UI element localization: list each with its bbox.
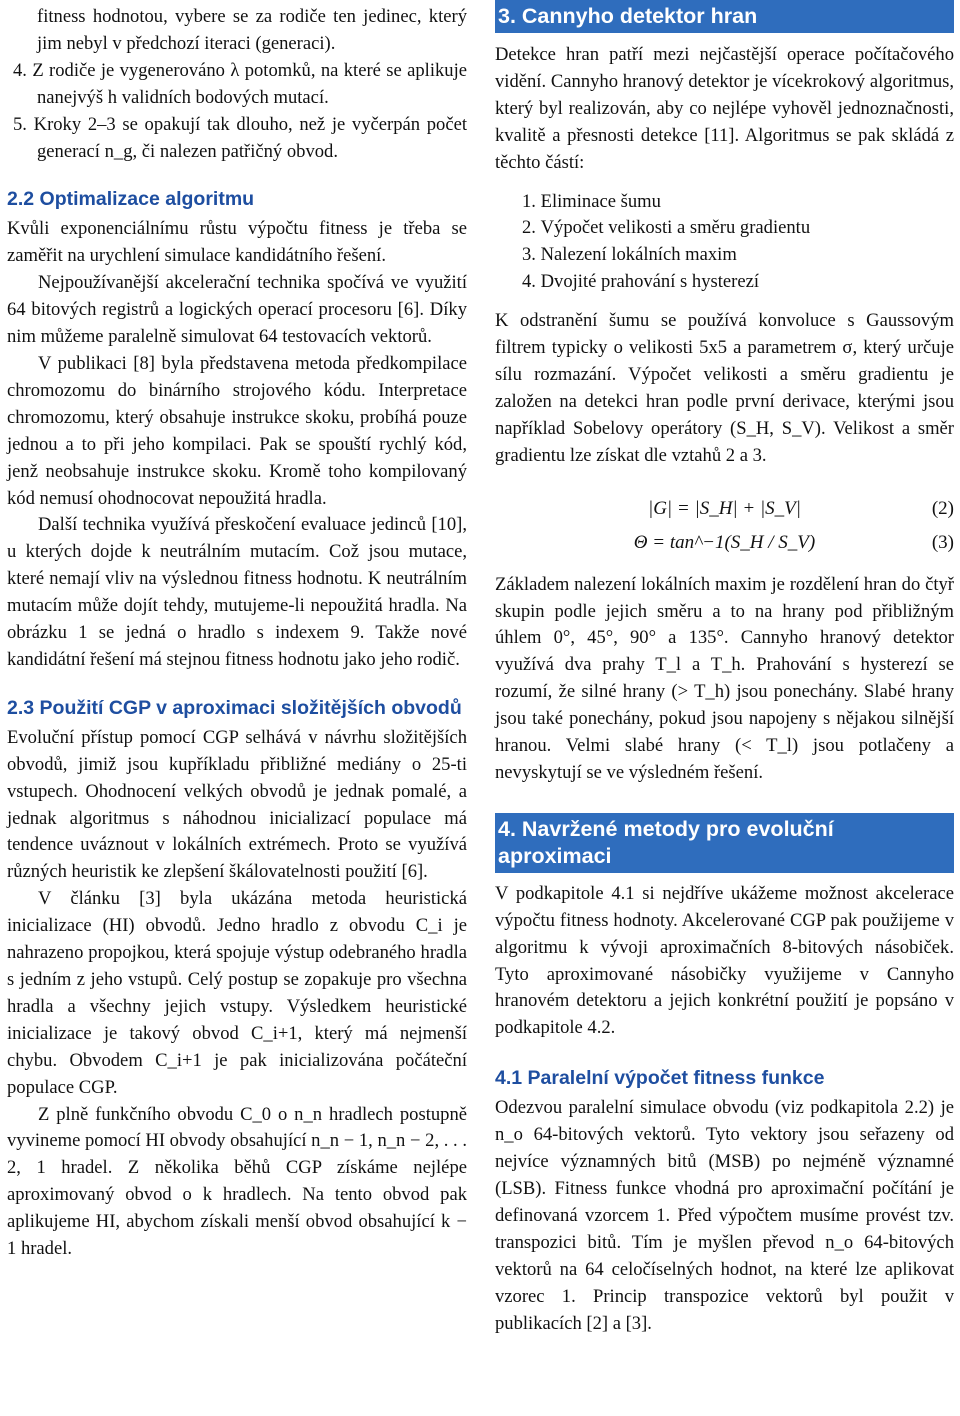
- paragraph: V publikaci [8] byla představena metoda předkompilace chromozomu do binárního strojového kódu. Interpretace chromozomu, který obsahuje instrukce skoku, probíhá pouze jednou a to při jeho kompilaci. Pak se spouští rychlý kód, jenž neobsahuje instrukce skoku. Kromě toho kompilovaný kód nemusí ohodnocovat nepoužitá hradla.: [7, 352, 467, 509]
- equation-number: (3): [931, 531, 954, 553]
- list-item-text: Kroky 2–3 se opakují tak dlouho, než je vyčerpán počet generací n_g, či nalezen patřičný obvod.: [33, 113, 468, 162]
- list-item-text: Výpočet velikosti a směru gradientu: [540, 217, 811, 239]
- section-heading-4-1: 4.1 Paralelní výpočet fitness funkce: [495, 1067, 825, 1090]
- right-column: [495, 0, 954, 1337]
- list-item-text: Eliminace šumu: [540, 190, 661, 212]
- equation-2: [495, 494, 954, 528]
- list-item-number: 3.: [522, 244, 536, 266]
- paragraph: Odezvou paralelní simulace obvodu (viz podkapitola 2.2) je n_o 64-bitových vektorů. Tyto vektory jsou seřazeny od nejvíce významných bitů (MSB) po nejméně významné (LSB). Fitness funkce vhodná pro aproximační počítání je definovaná vzorcem 1. Před výpočtem musíme provést tzv. transpozici bitů. Tím je myšlen převod n_o 64-bitových vektorů na 64 celočíselných hodnot, na které lze aplikovat vzorec 1. Princip transpozice vektorů byl použit v publikacích [2] a [3].: [495, 1097, 954, 1334]
- list-item: [495, 189, 954, 216]
- paragraph: Kvůli exponenciálnímu růstu výpočtu fitness je třeba se zaměřit na urychlení simulace kandidátního řešení.: [7, 218, 467, 267]
- left-column: [7, 0, 467, 1263]
- paragraph: K odstranění šumu se používá konvoluce s Gaussovým filtrem typicky o velikosti 5x5 a parametrem σ, který určuje sílu rozmazání. Výpočet velikosti a směru gradientu je založen na detekci hran podle první derivace, kterými jsou například Sobelovy operátory (S_H, S_V). Velikost a směr gradientu lze získat dle vztahů 2 a 3.: [495, 310, 954, 466]
- list-item: [7, 112, 467, 166]
- list-item: [495, 269, 954, 296]
- list-item: [495, 215, 954, 242]
- paragraph: Základem nalezení lokálních maxim je rozdělení hran do čtyř skupin podle jejich směru a to na hrany pod přibližným úhlem 0°, 45°, 90° a 135°. Cannyho hranový detektor využívá dva prahy T_l a T_h. Prahování s hysterezí se rozumí, že silné hrany (> T_h) jsou ponechány. Slabé hrany jsou také ponechány, pokud jsou napojeny s nějakou silnější hranou. Velmi slabé hrany (< T_l) jsou potlačeny a nevyskytují se ve výsledném řešení.: [495, 573, 954, 783]
- steps-list: [495, 189, 954, 297]
- equation-number: (2): [931, 497, 954, 519]
- paragraph: Další technika využívá přeskočení evaluace jedinců [10], u kterých dojde k neutrálním mutacím. Což jsou mutace, které nemají vliv na výslednou fitness hodnotu. K neutrálním mutacím může dojít tehdy, mutujeme-li nepoužitá hradla. Na obrázku 1 se jedná o hradlo s indexem 9. Takže nové kandidátní řešení má stejnou fitness hodnotu jako jeho rodič.: [7, 514, 467, 670]
- equation-3: [495, 528, 954, 562]
- section-heading-2-2: 2.2 Optimalizace algoritmu: [7, 188, 255, 211]
- equation-formula: |G| = |S_H| + |S_V|: [647, 497, 802, 519]
- list-item: [7, 58, 467, 112]
- paragraph: Z plně funkčního obvodu C_0 o n_n hradlech postupně vyvineme pomocí HI obvody obsahující n_n − 1, n_n − 2, . . . 2, 1 hradel. Z několika běhů CGP získáme nejlépe aproximovaný obvod o k hradlech. Na tento obvod pak aplikujeme HI, abychom získali menší obvod obsahující k − 1 hradel.: [7, 1103, 467, 1260]
- equations: [495, 494, 954, 562]
- list-item: [495, 242, 954, 269]
- numbered-list: [7, 58, 467, 166]
- list-item-text: Z rodiče je vygenerováno λ potomků, na které se aplikuje nanejvýš h validních bodových mutací.: [32, 59, 468, 108]
- section-heading-3: 3. Cannyho detektor hran: [495, 0, 954, 33]
- list-item-3-continuation: fitness hodnotou, vybere se za rodiče ten jedinec, který jim nebyl v předchozí iteraci (generaci).: [37, 6, 467, 54]
- paragraph: Detekce hran patří mezi nejčastější operace počítačového vidění. Cannyho hranový detektor je vícekrokový algoritmus, který byl realizován, aby co nejlépe vyhověl jednoznačnosti, kvalitě a přesnosti detekce [11]. Algoritmus se pak skládá z těchto částí:: [495, 44, 954, 173]
- section-heading-4: 4. Navržené metody pro evoluční aproximaci: [495, 813, 954, 873]
- paragraph: V článku [3] byla ukázána metoda heuristická inicializace (HI) obvodů. Jedno hradlo z obvodu C_i je nahrazeno propojkou, která spojuje výstup odebraného hradla s jedním z jeho vstupů. Celý postup se zopakuje pro všechna hradla a všechny jejich vstupy. Výsledkem heuristické inicializace je takový obvod C_i+1, který má nejmenší chybu. Obvodem C_i+1 je pak inicializována počáteční populace CGP.: [7, 888, 467, 1098]
- list-item-number: 5.: [13, 113, 27, 135]
- paragraph: V podkapitole 4.1 si nejdříve ukážeme možnost akcelerace výpočtu fitness hodnoty. Akcelerované CGP pak použijeme v algoritmu k vývoji aproximačních 8-bitových násobiček. Tyto aproximované násobičky využijeme v Cannyho hranovém detektoru a jejich konkrétní použití je popsáno v podkapitole 4.2.: [495, 882, 954, 1039]
- section-heading-2-3: 2.3 Použití CGP v aproximaci složitějších obvodů: [7, 696, 462, 719]
- list-item-number: 1.: [522, 190, 536, 212]
- list-item-number: 2.: [522, 217, 536, 239]
- paragraph: Nejpoužívanější akcelerační technika spočívá ve využití 64 bitových registrů a logických operací procesoru [6]. Díky nim můžeme paralelně simulovat 64 testovacích vektorů.: [7, 272, 467, 348]
- list-item-text: Nalezení lokálních maxim: [540, 244, 737, 266]
- paragraph: Evoluční přístup pomocí CGP selhává v návrhu složitějších obvodů, jimiž jsou kupříkladu přibližné mediány o 25-ti vstupech. Ohodnocení velkých obvodů je jednak pomalé, a jednak algoritmus s náhodnou inicializací populace má tendence uváznout v lokálních extrémech. Proto se využívá různých heuristik ke zlepšení škálovatelnosti použití [6].: [7, 726, 467, 883]
- list-item-number: 4.: [13, 59, 27, 81]
- list-item-number: 4.: [522, 271, 536, 293]
- list-item-text: Dvojité prahování s hysterezí: [540, 271, 760, 293]
- equation-formula: Θ = tan^−1(S_H / S_V): [633, 531, 816, 553]
